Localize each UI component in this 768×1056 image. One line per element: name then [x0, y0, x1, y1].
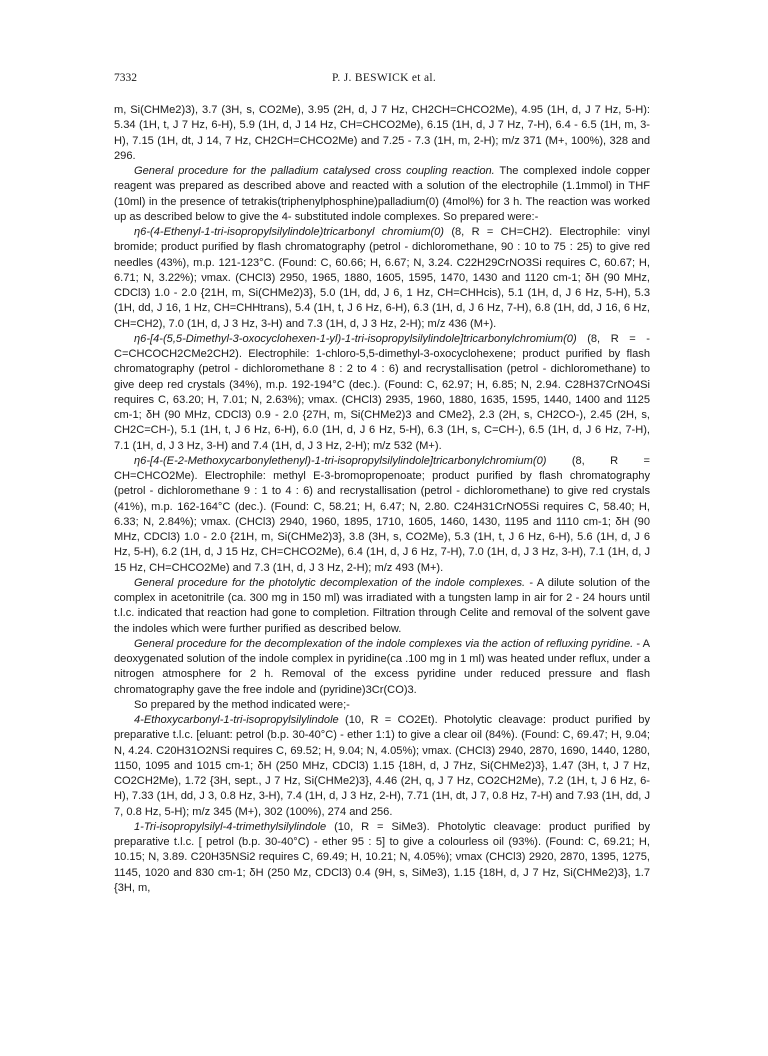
paragraph-compound-methoxycarbonylethenyl: η6-[4-(E-2-Methoxycarbonylethenyl)-1-tri-isopropylsilylindole]tricarbonylchromium(0) (8, R = CH=CHCO2Me). Electrophile: methyl E-3-bromopropenoate; product purified by flash chromatography (petrol - dichloromethane 9 : 1 to 4 : 6) and recrystallisation (petrol - dichloromethane) to give red crystals (41%), m.p. 162-164°C (dec.). (Found: C, 58.21; H, 6.47; N, 2.80. C24H31CrNO5Si requires C, 58.40; H, 6.33; N, 2.84%); νmax. (CHCl3) 2940, 1960, 1895, 1710, 1605, 1460, 1430, 1195 and 1110 cm-1; δH (90 MHz, CDCl3) 1.0 - 2.0 {21H, m, Si(CHMe2)3}, 3.8 (3H, s, CO2Me), 5.3 (1H, t, J 6 Hz, 6-H), 5.6 (1H, d, J 6 Hz, 5-H), 6.2 (1H, d, J 15 Hz, CH=CHCO2Me), 6.4 (1H, d, J 6 Hz, 7-H), 7.0 (1H, d, J 3 Hz, 3-H), 7.1 (1H, d, J 15 Hz, CH=CHCO2Me) and 7.3 (1H, d, J 3 Hz, 2-H); m/z 493 (M+). — [114, 454, 650, 574]
paragraph-lead: η6-[4-(5,5-Dimethyl-3-oxocyclohexen-1-yl)-1-tri-isopropylsilylindole]tricarbonylchromium(0) — [134, 332, 577, 345]
running-header — [114, 72, 654, 88]
paragraph-lead: η6-(4-Ethenyl-1-tri-isopropylsilylindole)tricarbonyl chromium(0) — [134, 226, 445, 238]
paragraph-photolytic-procedure: General procedure for the photolytic decomplexation of the indole complexes. - A dilute solution of the complex in acetonitrile (ca. 300 mg in 150 ml) was irradiated with a tungsten lamp in air for 2 - 24 hours until t.l.c. indicated that reaction had gone to completion. Filtration through Celite and removal of the solvent gave the indoles which were further purified as described below. — [114, 576, 651, 635]
paragraph-continuation: m, Si(CHMe2)3), 3.7 (3H, s, CO2Me), 3.95 (2H, d, J 7 Hz, CH2CH=CHCO2Me), 4.95 (1H, d, J 7 Hz, 5-H): 5.34 (1H, t, J 7 Hz, 6-H), 5.9 (1H, d, J 14 Hz, CH=CHCO2Me), 6.15 (1H, d, J 7 Hz, 7-H), 6.4 - 6.5 (1H, m, 3-H), 7.15 (1H, dt, J 14, 7 Hz, CH2CH=CHCO2Me) and 7.25 - 7.3 (1H, m, 2-H); m/z 371 (M+, 100%), 328 and 296. — [114, 104, 650, 162]
paragraph-lead: 1-Tri-isopropylsilyl-4-trimethylsilylindole — [134, 820, 327, 833]
paragraph-compound-ethenyl: η6-(4-Ethenyl-1-tri-isopropylsilylindole)tricarbonyl chromium(0) (8, R = CH=CH2). Electrophile: vinyl bromide; product purified by flash chromatography (petrol - dichloromethane, 90 : 10 to 75 : 25) to give red needles (43%), m.p. 121-123°C. (Found: C, 60.66; H, 6.67; N, 3.24. C22H29CrNO3Si requires C, 60.67; H, 6.71; N, 3.22%); νmax. (CHCl3) 2950, 1965, 1880, 1605, 1595, 1470, 1430 and 1120 cm-1; δH (90 MHz, CDCl3) 1.0 - 2.0 {21H, m, Si(CHMe2)3}, 5.0 (1H, dd, J 6, 1 Hz, CH=CHHcis), 5.1 (1H, d, J 6 Hz, 5-H), 5.3 (1H, dd, J 16, 1 Hz, CH=CHHtrans), 5.4 (1H, t, J 6 Hz, 6-H), 6.3 (1H, d, J 6 Hz, 7-H), 6.8 (1H, dd, J 16, 6 Hz, CH=CH2), 7.0 (1H, d, J 3 Hz, 3-H) and 7.3 (1H, d, J 3 Hz, 2-H); m/z 436 (M+). — [114, 226, 650, 330]
paragraph-cross-coupling-procedure: General procedure for the palladium catalysed cross coupling reaction. The complexed indole copper reagent was prepared as described above and reacted with a solution of the electrophile (1.1mmol) in THF (10ml) in the presence of tetrakis(triphenylphosphine)palladium(0) (4mol%) for 3 h. The reaction was worked up as described below to give the 4- substituted indole complexes. So prepared were:- — [114, 165, 650, 223]
paragraph-pyridine-procedure: General procedure for the decomplexation of the indole complexes via the action of refluxing pyridine. - A deoxygenated solution of the indole complex in pyridine(ca .100 mg in 1 ml) was heated under reflux, under a nitrogen atmosphere for 2 h. Removal of the excess pyridine under reduced pressure and flash chromatography gave the free indole and (pyridine)3Cr(CO)3. — [114, 637, 650, 696]
paragraph-lead: General procedure for the palladium catalysed cross coupling reaction. — [134, 165, 495, 177]
paragraph-lead: General procedure for the photolytic decomplexation of the indole complexes. — [134, 576, 526, 589]
paragraph-lead: 4-Ethoxycarbonyl-1-tri-isopropylsilylindole — [134, 714, 339, 726]
running-title: P. J. BESWICK et al. — [331, 72, 437, 84]
article-body — [114, 103, 650, 896]
paragraph-lead: η6-[4-(E-2-Methoxycarbonylethenyl)-1-tri-isopropylsilylindole]tricarbonylchromium(0) — [134, 454, 547, 467]
paragraph-so-prepared: So prepared by the method indicated were;- — [134, 698, 350, 711]
paragraph-compound-oxocyclohexenyl: η6-[4-(5,5-Dimethyl-3-oxocyclohexen-1-yl)-1-tri-isopropylsilylindole]tricarbonylchromium(0) (8, R = -C=CHCOCH2CMe2CH2). Electrophile: 1-chloro-5,5-dimethyl-3-oxocyclohexene; product purified by flash chromatography (petrol - dichloromethane 8 : 2 to 4 : 6) and recrystallisation (petrol - dichloromethane) to give deep red crystals (34%), m.p. 192-194°C (dec.). (Found: C, 62.97; H, 6.85; N, 2.94. C28H37CrNO4Si requires C, 63.20; H, 7.01; N, 2.63%); νmax. (CHCl3) 2935, 1960, 1880, 1635, 1595, 1440, 1400 and 1125 cm-1; δH (90 MHz, CDCl3) 0.9 - 2.0 {27H, m, Si(CHMe2)3 and CMe2}, 2.3 (2H, s, CH2CO-), 2.45 (2H, s, CH2C=CH-), 5.1 (1H, t, J 6 Hz, 6-H), 6.0 (1H, d, J 6 Hz, 5-H), 6.3 (1H, s, C=CH-), 6.5 (1H, d, J 6 Hz, 7-H), 7.1 (1H, d, J 3 Hz, 3-H) and 7.4 (1H, d, J 3 Hz, 2-H); m/z 532 (M+). — [114, 332, 650, 452]
paragraph-compound-trimethylsilyl: 1-Tri-isopropylsilyl-4-trimethylsilylindole (10, R = SiMe3). Photolytic cleavage: product purified by preparative t.l.c. [ petrol (b.p. 30-40°C) - ether 95 : 5] to give a colourless oil (93%). (Found: C, 69.21; H, 10.15; N, 3.89. C20H35NSi2 requires C, 69.49; H, 10.21; N, 4.05%); νmax (CHCl3) 2920, 2870, 1395, 1275, 1145, 1020 and 830 cm-1; δH (250 Mz, CDCl3) 0.4 (9H, s, SiMe3), 1.15 {18H, d, J 7 Hz, Si(CHMe2)3}, 1.7 {3H, m, — [114, 820, 650, 894]
paragraph-lead: General procedure for the decomplexation of the indole complexes via the action of refluxing pyridine. — [134, 637, 634, 650]
page-number: 7332 — [114, 72, 137, 84]
paragraph-compound-ethoxycarbonyl: 4-Ethoxycarbonyl-1-tri-isopropylsilylindole (10, R = CO2Et). Photolytic cleavage: product purified by preparative t.l.c. [eluant: petrol (b.p. 30-40°C) - ether 1:1) to give a clear oil (84%). (Found: C, 69.47; H, 9.04; N, 4.24. C20H31O2NSi requires C, 69.52; H, 9.04; N, 4.05%); νmax. (CHCl3) 2940, 2870, 1690, 1440, 1280, 1150, 1095 and 1015 cm-1; δH (250 MHz, CDCl3) 1.15 {18H, d, J 7Hz, Si(CHMe2)3}, 1.47 (3H, t, J 7 Hz, CO2CH2Me), 1.72 {3H, sept., J 7 Hz, Si(CHMe2)3}, 4.46 (2H, q, J 7 Hz, CO2CH2Me), 7.2 (1H, t, J 6 Hz, 6-H), 7.33 (1H, dd, J 3, 0.8 Hz, 3-H), 7.4 (1H, d, J 3 Hz, 2-H), 7.71 (1H, dt, J 7, 0.8 Hz, 7-H) and 7.93 (1H, dd, J 7, 0.8 Hz, 5-H); m/z 345 (M+), 302 (100%), 274 and 256. — [114, 714, 650, 818]
